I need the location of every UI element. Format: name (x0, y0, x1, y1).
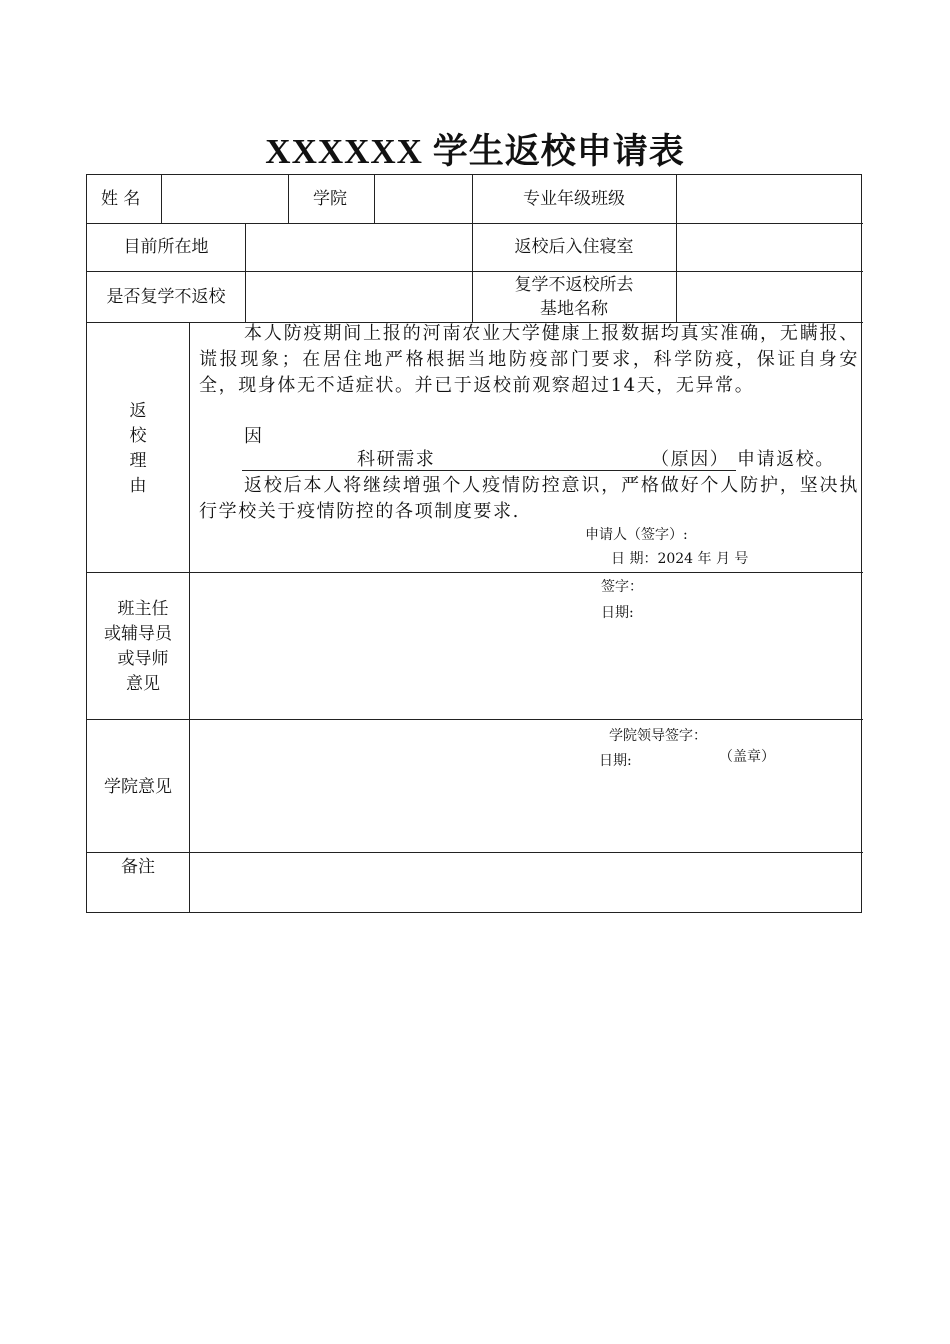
col-divider (161, 175, 162, 223)
name-label: 姓 名 (101, 189, 141, 209)
college-date: 日期: (599, 753, 632, 769)
advisor-label-2: 或辅导员 (104, 624, 172, 644)
because-text: 因 (244, 426, 262, 447)
major-label: 专业年级班级 (523, 189, 625, 209)
reason-label-4: 由 (129, 476, 147, 496)
applicant-sign: 申请人（签字）: (585, 527, 688, 543)
form-title: XXXXXX 学生返校申请表 (265, 132, 685, 171)
reason-label-3: 理 (129, 451, 147, 471)
col-divider (245, 223, 246, 322)
reason-value[interactable]: 科研需求 (357, 449, 436, 470)
row-divider (87, 271, 863, 272)
advisor-date: 日期: (601, 605, 634, 621)
base-label-line2: 基地名称 (540, 299, 608, 319)
reason-label-1: 返 (129, 401, 147, 421)
row-divider (87, 852, 863, 853)
apply-text: 申请返校。 (737, 449, 835, 470)
col-divider (288, 175, 289, 223)
location-label: 目前所在地 (123, 237, 209, 257)
row-divider (87, 572, 863, 573)
application-form (86, 174, 862, 913)
reason-paragraph-1: 本人防疫期间上报的河南农业大学健康上报数据均真实准确，无瞒报、谎报现象；在居住地严格根据当地防疫部门要求，科学防疫，保证自身安全，现身体无不适症状。并已于返校前观察超过14天，无异常。 (199, 323, 859, 396)
advisor-label-3: 或导师 (117, 649, 169, 669)
resume-label: 是否复学不返校 (106, 287, 226, 307)
row-divider (87, 223, 863, 224)
row-divider (87, 719, 863, 720)
reason-body (199, 321, 859, 399)
advisor-label-1: 班主任 (117, 599, 169, 619)
advisor-sign: 签字： (601, 579, 643, 595)
reason-paragraph-2: 返校后本人将继续增强个人疫情防控意识，严格做好个人防护，坚决执行学校关于疫情防控的各项制度要求. (199, 475, 859, 522)
remarks-label: 备注 (121, 857, 155, 877)
college-label: 学院 (313, 189, 347, 209)
reason-body-2 (199, 473, 859, 525)
col-divider (676, 175, 677, 322)
reason-label-2: 校 (129, 426, 147, 446)
college-seal: （盖章） (719, 749, 775, 765)
college-opinion-label: 学院意见 (104, 777, 172, 797)
applicant-date: 日 期：2024 年 月 号 (611, 551, 749, 567)
dorm-label: 返校后入住寝室 (514, 237, 634, 257)
base-label-line1: 复学不返校所去 (514, 275, 634, 295)
college-sign: 学院领导签字： (609, 728, 707, 744)
col-divider (374, 175, 375, 223)
reason-suffix: （原因） (651, 449, 730, 470)
reason-underline (242, 470, 736, 471)
advisor-label-4: 意见 (126, 674, 160, 694)
